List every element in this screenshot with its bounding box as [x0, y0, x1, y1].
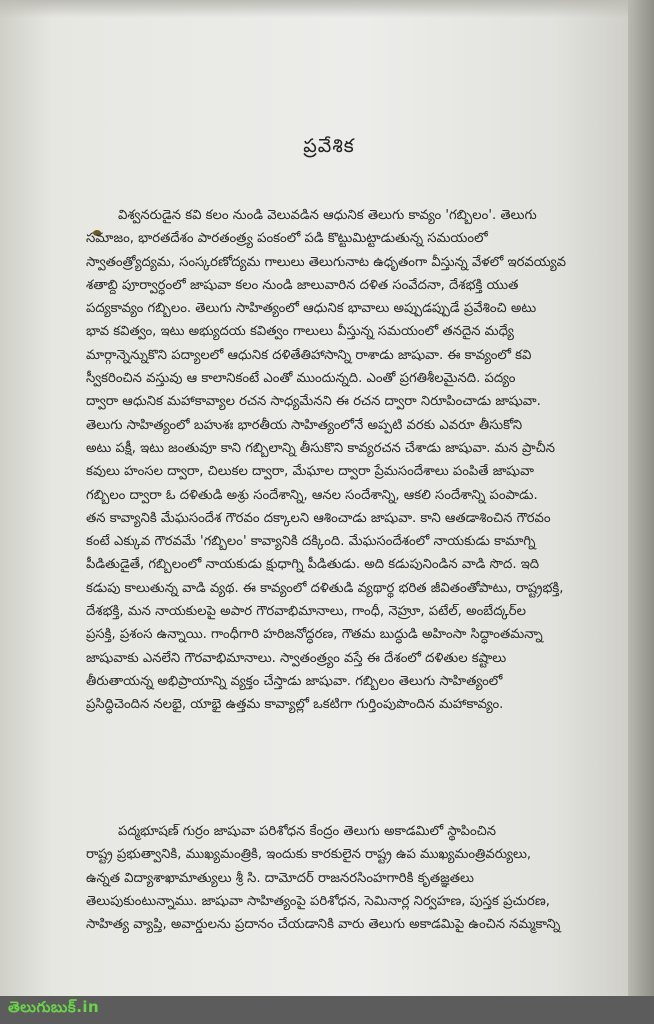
text-line: సమాజం, భారతదేశం పారతంత్ర్య పంకంలో పడి కొట్టుమిట్టాడుతున్న సమయంలో: [86, 231, 488, 247]
text-line: జాషువాకు ఎనలేని గౌరవాభిమానాలు. స్వాతంత్ర్యం వస్తే ఈ దేశంలో దళితుల కష్టాలు: [86, 650, 507, 666]
text-line: పీడితుడైతే, గబ్బిలంలో నాయకుడు క్షుధాగ్ని పీడితుడు. అది కడుపునిండిన వాడి సొద. ఇది: [86, 557, 540, 573]
text-line: కంటే ఎక్కువ గౌరవమే 'గబ్బిలం' కావ్యానికి దక్కింది. మేఘసందేశంలో నాయకుడు కామాగ్ని: [86, 534, 536, 550]
book-page: [30, 20, 628, 998]
text-line: పద్మభూషణ్ గుర్రం జాషువా పరిశోధన కేంద్రం తెలుగు అకాడమిలో స్థాపించిన: [118, 824, 497, 839]
site-watermark: తెలుగుబుక్.in: [8, 998, 100, 1016]
text-line: విశ్వనరుడైన కవి కలం నుండి వెలువడిన ఆధునిక తెలుగు కావ్యం 'గబ్బిలం'. తెలుగు: [118, 208, 537, 223]
page-edge-shadow: [628, 0, 654, 1024]
text-line: శతాబ్ది పూర్వార్ధంలో జాషువా కలం నుండి జాలువారిన దళిత సంవేదనా, దేశభక్తి యుత: [86, 277, 519, 293]
paragraph-intro: [86, 204, 598, 717]
text-line: ఉన్నత విద్యాశాఖామాత్యులు శ్రీ సి. దామోదర్ రాజనరసింహగారికి కృతజ్ఞతలు: [86, 870, 474, 886]
text-line: తెలుగు సాహిత్యంలో బహుశః భారతీయ సాహిత్యంలోనే అప్పటి వరకు ఎవరూ తీసుకోని: [86, 417, 523, 433]
text-line: కడుపు కాలుతున్న వాడి వ్యథ. ఈ కావ్యంలో దళితుడి వ్యథార్థ భరిత జీవితంతోపాటు, రాష్ట్రభక్తి,: [86, 580, 564, 596]
text-line: కవులు హంసల ద్వారా, చిలుకల ద్వారా, మేఘాల ద్వారా ప్రేమసందేశాలు పంపితే జాషువా: [86, 464, 534, 480]
text-line: మార్గాన్నెన్నుకొని పద్యాలలో ఆధునిక దళితేతిహాసాన్ని రాశాడు జాషువా. ఈ కావ్యంలో కవి: [86, 347, 532, 363]
text-line: స్వాతంత్ర్యోద్యమ, సంస్కరణోద్యమ గాలులు తెలుగునాట ఉధృతంగా వీస్తున్న వేళలో ఇరవయ్యవ: [86, 254, 567, 270]
page-top-shadow: [0, 0, 654, 18]
paragraph-acknowledgement: [86, 820, 598, 936]
text-line: దేశభక్తి, మన నాయకులపై అపార గౌరవాభిమానాలు, గాంధీ, నెహ్రూ, పటేల్, అంబేద్కర్‌ల: [86, 604, 526, 620]
text-line: పద్యకావ్యం గబ్బిలం. తెలుగు సాహిత్యంలో ఆధునిక భావాలు అప్పుడప్పుడే ప్రవేశించి అటు: [86, 301, 537, 317]
text-line: గబ్బిలం ద్వారా ఓ దళితుడి అశ్రు సందేశాన్ని, ఆనల సందేశాన్ని, ఆకలి సందేశాన్ని పంపాడు.: [86, 487, 538, 503]
text-line: అటు పక్షీ, ఇటు జంతువూ కాని గబ్బిలాన్ని తీసుకొని కావ్యరచన చేశాడు జాషువా. మన ప్రాచీన: [86, 440, 555, 456]
text-line: తన కావ్యానికి మేఘసందేశ గౌరవం దక్కాలని ఆశించాడు జాషువా. కాని ఆతడాశించిన గౌరవం: [86, 510, 551, 526]
text-line: స్వీకరించిన వస్తువు ఆ కాలానికంటే ఎంతో ముందున్నది. ఎంతో ప్రగతిశీలమైనది. పద్యం: [86, 371, 516, 387]
page-title: ప్రవేశిక: [303, 135, 355, 157]
text-line: భావ కవిత్వం, ఇటు అభ్యుదయ కవిత్వం గాలులు వీస్తున్న సమయంలో తనదైన మధ్యే: [86, 324, 514, 340]
text-line: ద్వారా ఆధునిక మహాకావ్యాల రచన సాధ్యమేనని ఈ రచన ద్వారా నిరూపించాడు జాషువా.: [86, 394, 541, 410]
text-line: ప్రసిద్ధిచెందిన నలభై, యాభై ఉత్తమ కావ్యాల్లో ఒకటిగా గుర్తింపుపొందిన మహాకావ్యం.: [86, 697, 504, 713]
text-line: ప్రసక్తి, ప్రశంస ఉన్నాయి. గాంధీగారి హరిజనోద్ధరణ, గౌతమ బుద్ధుడి అహింసా సిద్ధాంతమన్నా: [86, 627, 543, 643]
text-line: తెలుపుకుంటున్నాము. జాషువా సాహిత్యంపై పరిశోధన, సెమినార్ల నిర్వహణ, పుస్తక ప్రచురణ,: [86, 893, 550, 909]
text-line: సాహిత్య వ్యాప్తి, అవార్డులను ప్రదానం చేయడానికి వారు తెలుగు అకాడమిపై ఉంచిన నమ్మకాన్ని: [86, 917, 561, 933]
text-line: రాష్ట్ర ప్రభుత్వానికి, ముఖ్యమంత్రికి, ఇందుకు కారకులైన రాష్ట్ర ఉప ముఖ్యమంత్రివర్యులు,: [86, 847, 532, 863]
text-line: తీరుతాయన్న అభిప్రాయాన్ని వ్యక్తం చేస్తాడు జాషువా. గబ్బిలం తెలుగు సాహిత్యంలో: [86, 673, 503, 689]
